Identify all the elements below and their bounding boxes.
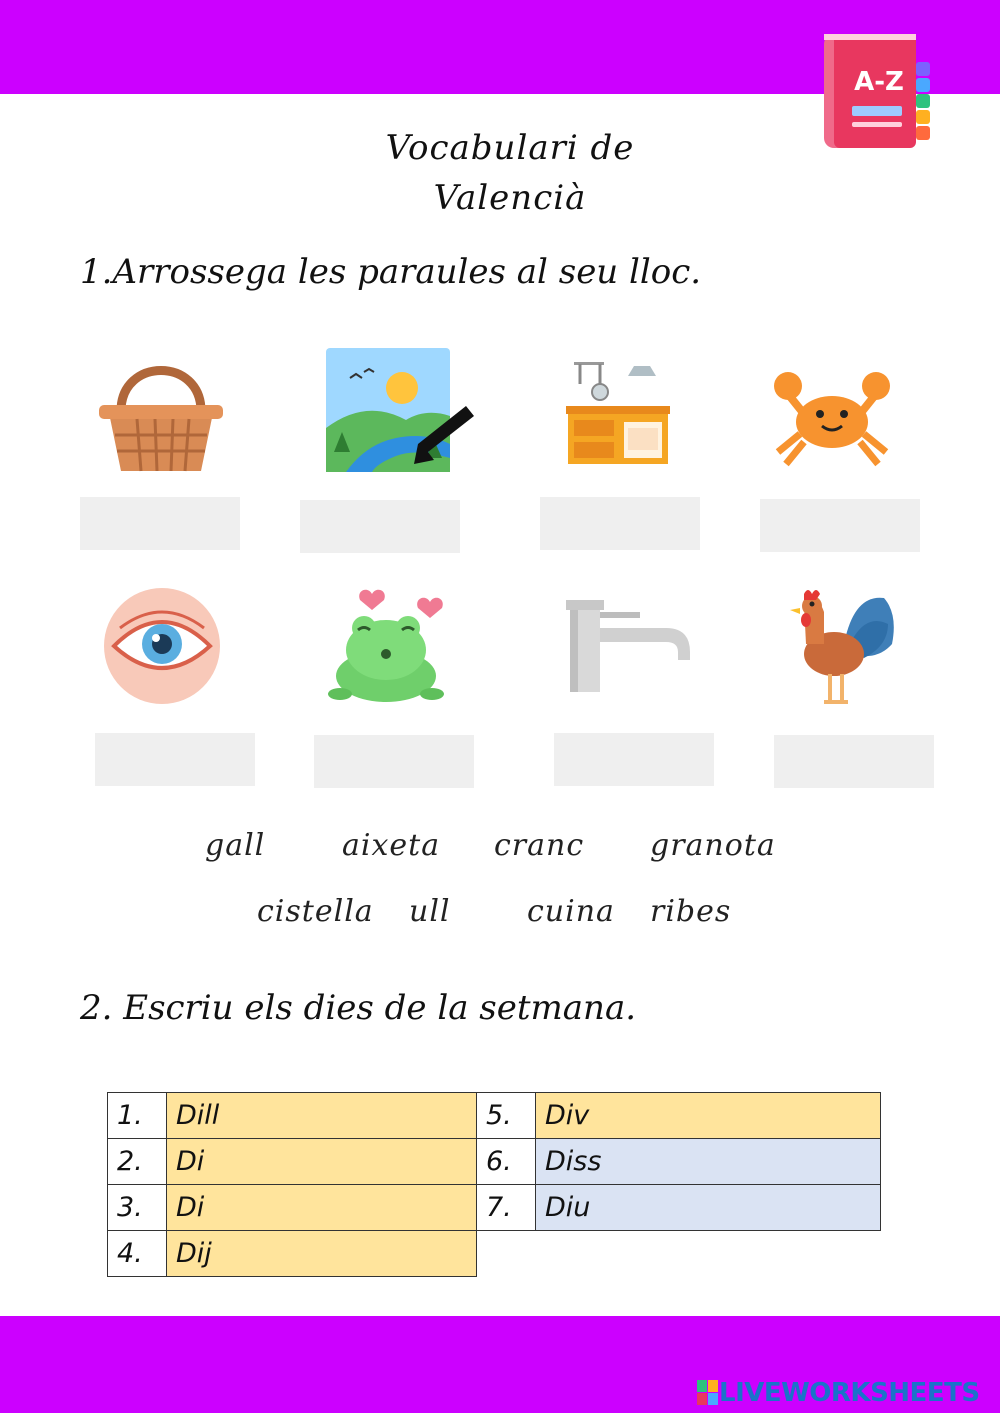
- table-row: [108, 1093, 881, 1139]
- word-ribes[interactable]: ribes: [650, 894, 732, 929]
- word-cranc[interactable]: cranc: [494, 828, 585, 863]
- day-input[interactable]: Diu: [536, 1185, 881, 1231]
- table-row: [108, 1231, 881, 1277]
- day-input[interactable]: Dij: [167, 1231, 477, 1277]
- days-table: [107, 1092, 881, 1277]
- exercise2-instruction: 2. Escriu els dies de la setmana.: [80, 988, 637, 1028]
- day-number: 5.: [477, 1093, 536, 1139]
- liveworksheets-text: LIVEWORKSHEETS: [719, 1378, 980, 1408]
- page-title-line2: Valencià: [433, 178, 587, 218]
- word-gall[interactable]: gall: [205, 828, 266, 863]
- word-cistella[interactable]: cistella: [257, 894, 374, 929]
- drop-box-river[interactable]: [300, 500, 460, 553]
- day-number: 7.: [477, 1185, 536, 1231]
- rooster-icon: [784, 584, 898, 708]
- liveworksheets-logo[interactable]: [697, 1378, 980, 1408]
- drop-box-eye[interactable]: [95, 733, 255, 786]
- page-title-line1: Vocabulari de: [385, 128, 635, 168]
- day-number: 6.: [477, 1139, 536, 1185]
- faucet-icon: [566, 598, 692, 694]
- exercise1-instruction: 1.Arrossega les paraules al seu lloc.: [80, 252, 702, 292]
- word-cuina[interactable]: cuina: [527, 894, 615, 929]
- river-landscape-icon: [326, 348, 478, 474]
- live-badge-icon: [697, 1380, 719, 1406]
- drop-box-basket[interactable]: [80, 497, 240, 550]
- drop-box-frog[interactable]: [314, 735, 474, 788]
- drop-box-rooster[interactable]: [774, 735, 934, 788]
- day-input[interactable]: Div: [536, 1093, 881, 1139]
- day-number: 3.: [108, 1185, 167, 1231]
- basket-icon: [97, 347, 225, 475]
- day-input[interactable]: Diss: [536, 1139, 881, 1185]
- frog-icon: [326, 582, 448, 706]
- drop-box-crab[interactable]: [760, 499, 920, 552]
- dictionary-book-icon: [824, 30, 934, 152]
- day-input[interactable]: Dill: [167, 1093, 477, 1139]
- word-granota[interactable]: granota: [650, 828, 776, 863]
- drop-box-faucet[interactable]: [554, 733, 714, 786]
- kitchen-icon: [566, 360, 674, 466]
- day-input[interactable]: Di: [167, 1185, 477, 1231]
- drop-box-kitchen[interactable]: [540, 497, 700, 550]
- day-input[interactable]: Di: [167, 1139, 477, 1185]
- day-number: 2.: [108, 1139, 167, 1185]
- word-ull[interactable]: ull: [409, 894, 451, 929]
- table-row: [108, 1185, 881, 1231]
- eye-icon: [104, 588, 220, 704]
- day-number: 1.: [108, 1093, 167, 1139]
- table-row: [108, 1139, 881, 1185]
- word-aixeta[interactable]: aixeta: [342, 828, 441, 863]
- crab-icon: [770, 364, 894, 468]
- day-number: 4.: [108, 1231, 167, 1277]
- book-label: A-Z: [854, 67, 904, 97]
